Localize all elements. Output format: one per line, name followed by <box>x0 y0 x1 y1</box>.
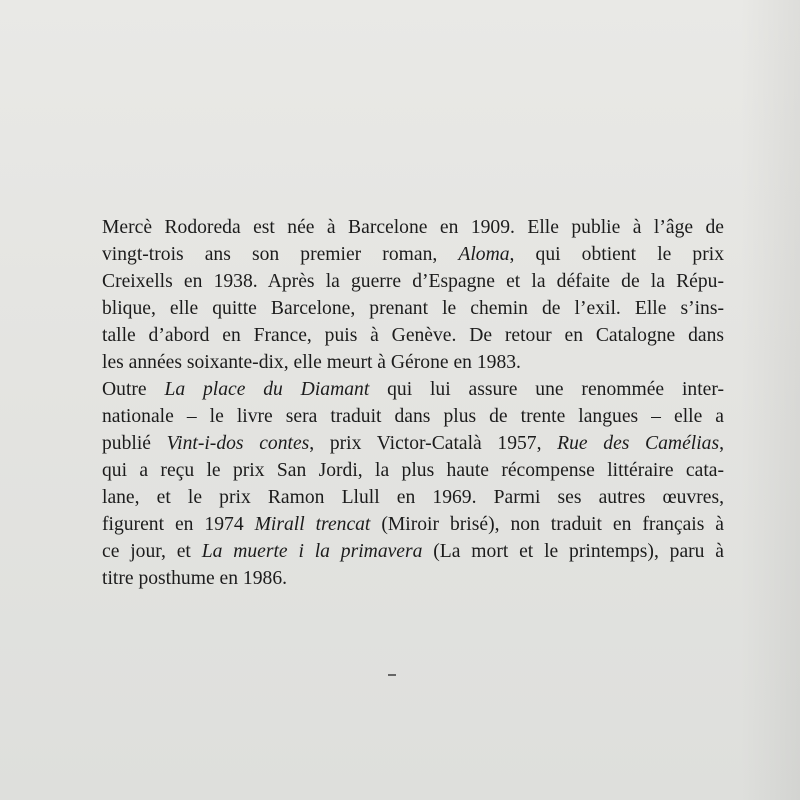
text-segment: nationale – le livre sera traduit dans plus de trente langues – elle a <box>102 406 724 427</box>
text-line <box>102 511 724 538</box>
italic-title: Mirall trencat <box>254 514 371 535</box>
paragraph <box>102 376 724 592</box>
text-segment: , qui obtient le prix <box>509 244 724 265</box>
text-line <box>102 322 724 349</box>
italic-title: La muerte i la primavera <box>201 541 423 562</box>
text-segment: Outre <box>102 379 165 400</box>
text-segment: (Miroir brisé), non traduit en français à <box>370 514 725 535</box>
italic-title: Vint-i-dos contes <box>166 433 310 454</box>
biography-text <box>102 214 724 592</box>
italic-title: Aloma <box>458 244 510 265</box>
text-line <box>102 430 724 457</box>
text-line <box>102 241 724 268</box>
text-segment: publié <box>102 433 167 454</box>
text-segment: ce jour, et <box>102 541 202 562</box>
text-segment: , <box>719 433 724 454</box>
page-mark <box>388 674 396 676</box>
italic-title: Rue des Camélias <box>557 433 720 454</box>
text-segment: (La mort et le printemps), paru à <box>422 541 725 562</box>
text-line <box>102 403 724 430</box>
text-segment: les années soixante-dix, elle meurt à Gérone en 1983. <box>102 352 521 373</box>
text-segment: , prix Victor-Català 1957, <box>309 433 558 454</box>
text-line <box>102 295 724 322</box>
text-segment: qui lui assure une renommée inter- <box>369 379 724 400</box>
page-edge-shadow <box>740 0 800 800</box>
text-line <box>102 376 724 403</box>
text-line <box>102 268 724 295</box>
text-line <box>102 349 724 376</box>
text-segment: Mercè Rodoreda est née à Barcelone en 1909. Elle publie à l’âge de <box>102 217 724 238</box>
text-segment: vingt-trois ans son premier roman, <box>102 244 459 265</box>
text-segment: talle d’abord en France, puis à Genève. De retour en Catalogne dans <box>102 325 724 346</box>
text-segment: blique, elle quitte Barcelone, prenant le chemin de l’exil. Elle s’ins- <box>102 298 724 319</box>
text-segment: titre posthume en 1986. <box>102 568 288 589</box>
text-segment: figurent en 1974 <box>102 514 255 535</box>
paragraph <box>102 214 724 376</box>
text-line <box>102 565 724 592</box>
text-line <box>102 214 724 241</box>
text-segment: qui a reçu le prix San Jordi, la plus haute récompense littéraire cata- <box>102 460 724 481</box>
text-segment: Creixells en 1938. Après la guerre d’Espagne et la défaite de la Répu- <box>102 271 724 292</box>
text-line <box>102 457 724 484</box>
text-line <box>102 538 724 565</box>
text-line <box>102 484 724 511</box>
italic-title: La place du Diamant <box>164 379 370 400</box>
text-segment: lane, et le prix Ramon Llull en 1969. Parmi ses autres œuvres, <box>102 487 724 508</box>
